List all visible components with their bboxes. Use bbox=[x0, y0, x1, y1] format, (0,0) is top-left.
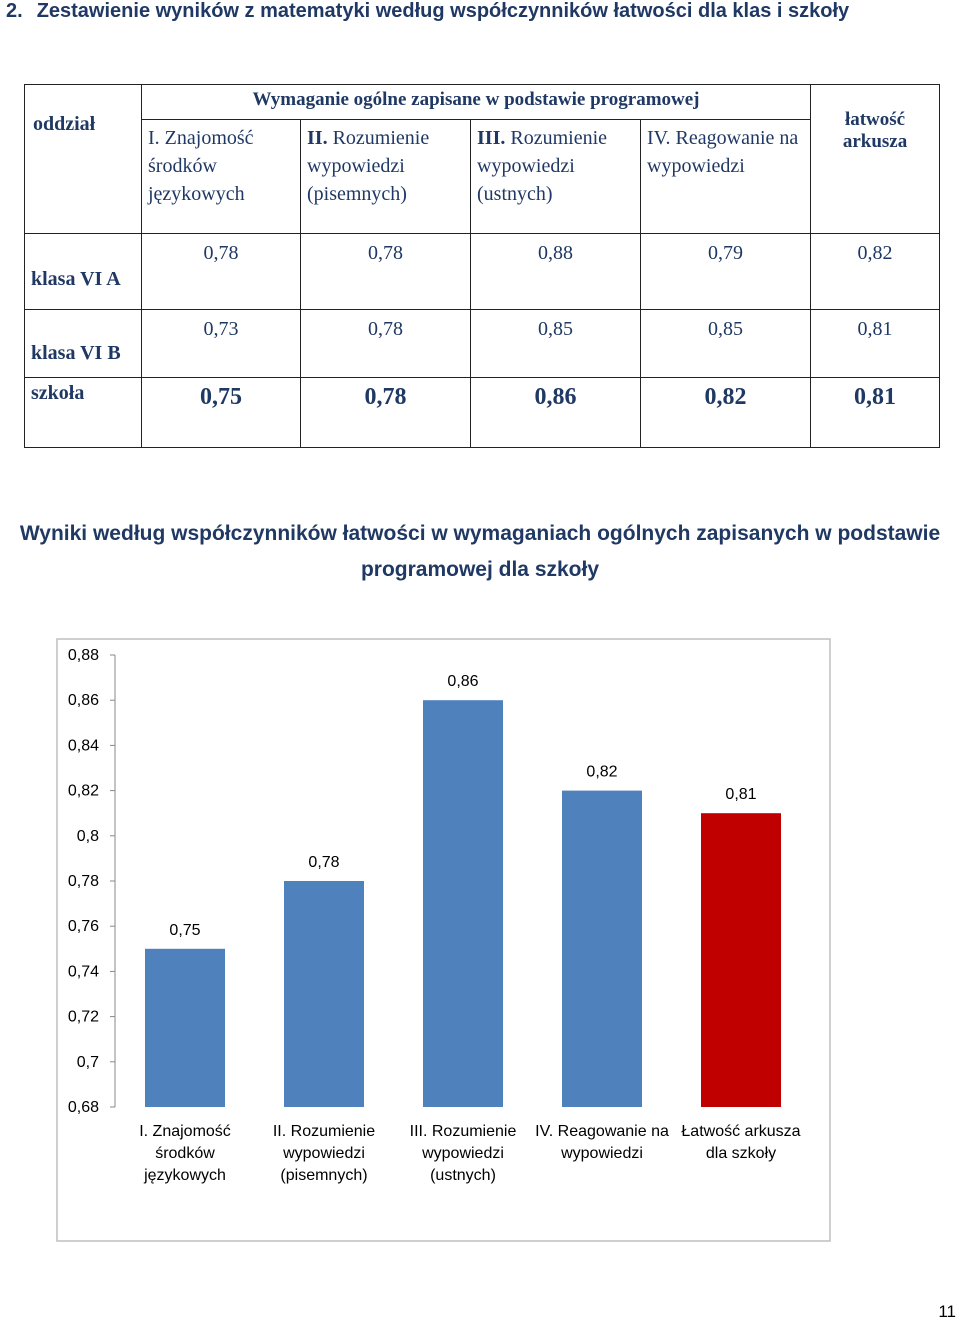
category-4-text: Reagowanie na wypowiedzi bbox=[647, 127, 799, 177]
section-title: Zestawienie wyników z matematyki według współczynników łatwości dla klas i szkoły bbox=[36, 0, 850, 22]
chart-title bbox=[0, 516, 960, 588]
bars bbox=[145, 700, 781, 1107]
x-category-label-line: (ustnych) bbox=[430, 1167, 496, 1184]
y-tick-label: 0,88 bbox=[67, 647, 99, 664]
header-oddzial: oddział bbox=[25, 85, 142, 234]
x-category-label bbox=[681, 1123, 800, 1162]
chart-title-text: Wyniki według współczynników łatwości w wymaganiach ogólnych zapisanych w podstawie programowej dla szkoły bbox=[19, 522, 941, 581]
bar bbox=[284, 881, 364, 1107]
y-axis bbox=[68, 647, 115, 1116]
header-category-2 bbox=[301, 120, 471, 234]
bar bbox=[423, 700, 503, 1107]
section-number: 2. bbox=[6, 0, 23, 22]
bar-value-label: 0,78 bbox=[308, 854, 340, 871]
y-tick-label: 0,84 bbox=[67, 737, 99, 755]
table-cell: 0,75 bbox=[142, 378, 301, 448]
category-4-prefix: IV. bbox=[647, 127, 671, 149]
category-1-prefix: I. bbox=[148, 127, 160, 149]
bar-value-label: 0,75 bbox=[169, 921, 201, 939]
y-tick-label: 0,72 bbox=[67, 1008, 99, 1026]
table-cell: 0,78 bbox=[301, 378, 471, 448]
category-2-text: Rozumienie wypowiedzi (pisemnych) bbox=[307, 127, 430, 205]
table-row bbox=[25, 234, 940, 310]
x-category-label bbox=[139, 1123, 231, 1184]
table-cell: 0,85 bbox=[641, 310, 811, 378]
y-tick-label: 0,78 bbox=[67, 873, 99, 890]
x-category-label-line: (pisemnych) bbox=[280, 1167, 368, 1184]
row-label-klasa-vi-a: klasa VI A bbox=[25, 234, 142, 310]
bar bbox=[562, 791, 642, 1107]
bar bbox=[701, 813, 781, 1107]
y-tick-label: 0,7 bbox=[76, 1053, 99, 1071]
x-category-label-line: środków bbox=[155, 1145, 215, 1162]
header-category-4 bbox=[641, 120, 811, 234]
table-cell: 0,88 bbox=[471, 234, 641, 310]
category-2-prefix: II. bbox=[307, 127, 328, 149]
row-label-szkola: szkoła bbox=[25, 378, 142, 448]
category-3-text: Rozumienie wypowiedzi (ustnych) bbox=[477, 127, 607, 205]
table-row bbox=[25, 310, 940, 378]
header-category-3 bbox=[471, 120, 641, 234]
x-category-label-line: I. Znajomość bbox=[139, 1123, 231, 1140]
y-tick-label: 0,76 bbox=[67, 918, 99, 936]
x-category-label-line: III. Rozumienie bbox=[409, 1123, 517, 1140]
x-category-label bbox=[535, 1123, 669, 1162]
x-category-label-line: wypowiedzi bbox=[561, 1145, 643, 1162]
table-cell: 0,82 bbox=[811, 234, 940, 310]
category-1-text: Znajomość środków językowych bbox=[148, 127, 254, 205]
header-latwosc bbox=[811, 85, 940, 234]
x-category-label-line: wypowiedzi bbox=[283, 1145, 365, 1162]
y-tick-label: 0,86 bbox=[67, 692, 99, 710]
category-3-prefix: III. bbox=[477, 127, 506, 149]
x-category-label-line: wypowiedzi bbox=[422, 1145, 504, 1162]
header-category-1 bbox=[142, 120, 301, 234]
table-cell: 0,79 bbox=[641, 234, 811, 310]
x-category-label-line: II. Rozumienie bbox=[272, 1123, 376, 1140]
table-cell: 0,86 bbox=[471, 378, 641, 448]
x-category-label bbox=[273, 1123, 375, 1184]
table-cell: 0,82 bbox=[641, 378, 811, 448]
bar-chart bbox=[0, 630, 960, 1250]
y-tick-label: 0,68 bbox=[67, 1099, 99, 1116]
y-tick-label: 0,74 bbox=[67, 963, 99, 981]
x-category-label-line: Łatwość arkusza bbox=[681, 1123, 801, 1140]
header-latwosc-label: łatwość arkusza bbox=[842, 109, 908, 152]
y-tick-label: 0,82 bbox=[67, 782, 99, 800]
bar bbox=[145, 949, 225, 1107]
table-cell: 0,81 bbox=[811, 310, 940, 378]
table-cell: 0,78 bbox=[142, 234, 301, 310]
table-cell: 0,81 bbox=[811, 378, 940, 448]
table-row-school bbox=[25, 378, 940, 448]
page-number: 11 bbox=[938, 1302, 956, 1321]
bar-value-label: 0,81 bbox=[725, 786, 757, 804]
y-tick-label: 0,8 bbox=[76, 827, 99, 845]
x-category-label-line: językowych bbox=[144, 1167, 226, 1184]
table-cell: 0,73 bbox=[142, 310, 301, 378]
section-heading bbox=[6, 0, 849, 23]
table-cell: 0,78 bbox=[301, 234, 471, 310]
x-category-label-line: IV. Reagowanie na bbox=[535, 1123, 669, 1140]
table-cell: 0,78 bbox=[301, 310, 471, 378]
bar-value-label: 0,86 bbox=[447, 673, 479, 691]
table-cell: 0,85 bbox=[471, 310, 641, 378]
x-axis-categories bbox=[139, 1123, 800, 1184]
bar-value-label: 0,82 bbox=[586, 763, 618, 781]
results-table bbox=[24, 84, 940, 448]
x-category-label bbox=[410, 1123, 517, 1184]
header-requirement-group: Wymaganie ogólne zapisane w podstawie programowej bbox=[142, 85, 811, 120]
row-label-klasa-vi-b: klasa VI B bbox=[25, 310, 142, 378]
x-category-label-line: dla szkoły bbox=[705, 1145, 777, 1162]
